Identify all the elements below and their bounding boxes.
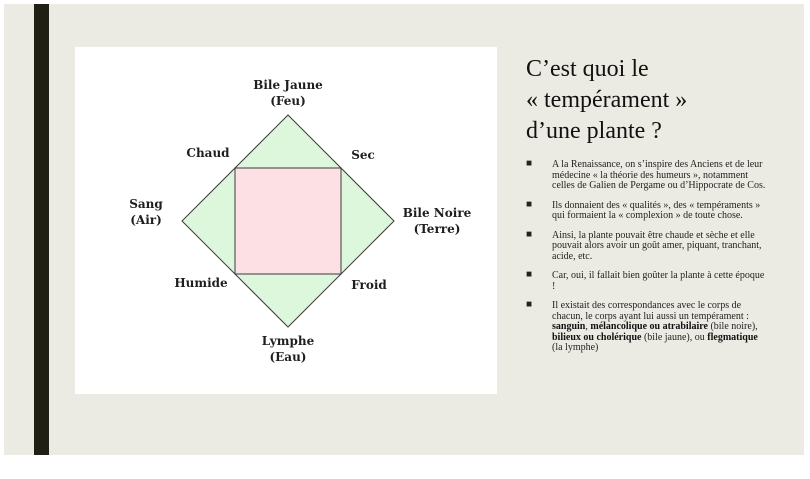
- qualities-square: [235, 168, 341, 274]
- slide: [4, 4, 804, 455]
- bullet-icon: ■: [526, 269, 533, 280]
- label-lymphe: Lymphe (Eau): [261, 334, 315, 364]
- list-item: [526, 228, 766, 263]
- label-humide: Humide: [174, 276, 228, 290]
- term-bilieux: bilieux ou cholérique: [552, 331, 642, 343]
- label-bile-noire: Bile Noire (Terre): [402, 206, 472, 236]
- bullet-icon: ■: [526, 228, 533, 240]
- bullet-text: A la Renaissance, on s’inspire des Anciens et de leur médecine « la théorie des humeurs », notamment celles de Galien de Pergame ou d’Hippocrate de Cos.: [552, 159, 766, 191]
- label-sec: Sec: [351, 148, 375, 162]
- label-chaud: Chaud: [186, 146, 230, 160]
- bullet-text: Ils donnaient des « qualités », des « tempéraments » qui formaient la « complexion » de toute chose.: [552, 199, 761, 221]
- bullet-icon: ■: [526, 299, 533, 310]
- term-flegmatique: flegmatique: [707, 331, 758, 343]
- slide-title: C’est quoi le « tempérament » d’une plante ?: [526, 56, 688, 144]
- bullet-text: Car, oui, il fallait bien goûter la plante à cette époque !: [552, 270, 765, 292]
- list-item: [526, 301, 766, 354]
- bullet-icon: ■: [526, 158, 533, 169]
- bullet-text: Il existait des correspondances avec le corps de chacun, le corps ayant lui aussi un tempérament : sanguin, mélancolique ou atrabilaire (bile noire), bilieux ou cholérique (bile jaune), ou flegmatique (la lymphe): [552, 300, 758, 353]
- bullet-list: [526, 160, 766, 363]
- temperament-diagram: [75, 47, 497, 394]
- label-sang: Sang (Air): [129, 197, 163, 227]
- term-sanguin: sanguin: [552, 321, 586, 332]
- list-item: [526, 198, 766, 222]
- label-froid: Froid: [351, 278, 387, 292]
- list-item: [526, 160, 766, 192]
- bullet-icon: ■: [526, 198, 533, 210]
- label-bile-jaune: Bile Jaune (Feu): [253, 78, 323, 108]
- accent-bar: [34, 4, 49, 455]
- term-melancolique: mélancolique ou atrabilaire: [590, 321, 708, 332]
- list-item: [526, 271, 766, 292]
- bullet-text: Ainsi, la plante pouvait être chaude et sèche et elle pouvait alors avoir un goût amer, piquant, tranchant, acide, etc.: [552, 229, 762, 262]
